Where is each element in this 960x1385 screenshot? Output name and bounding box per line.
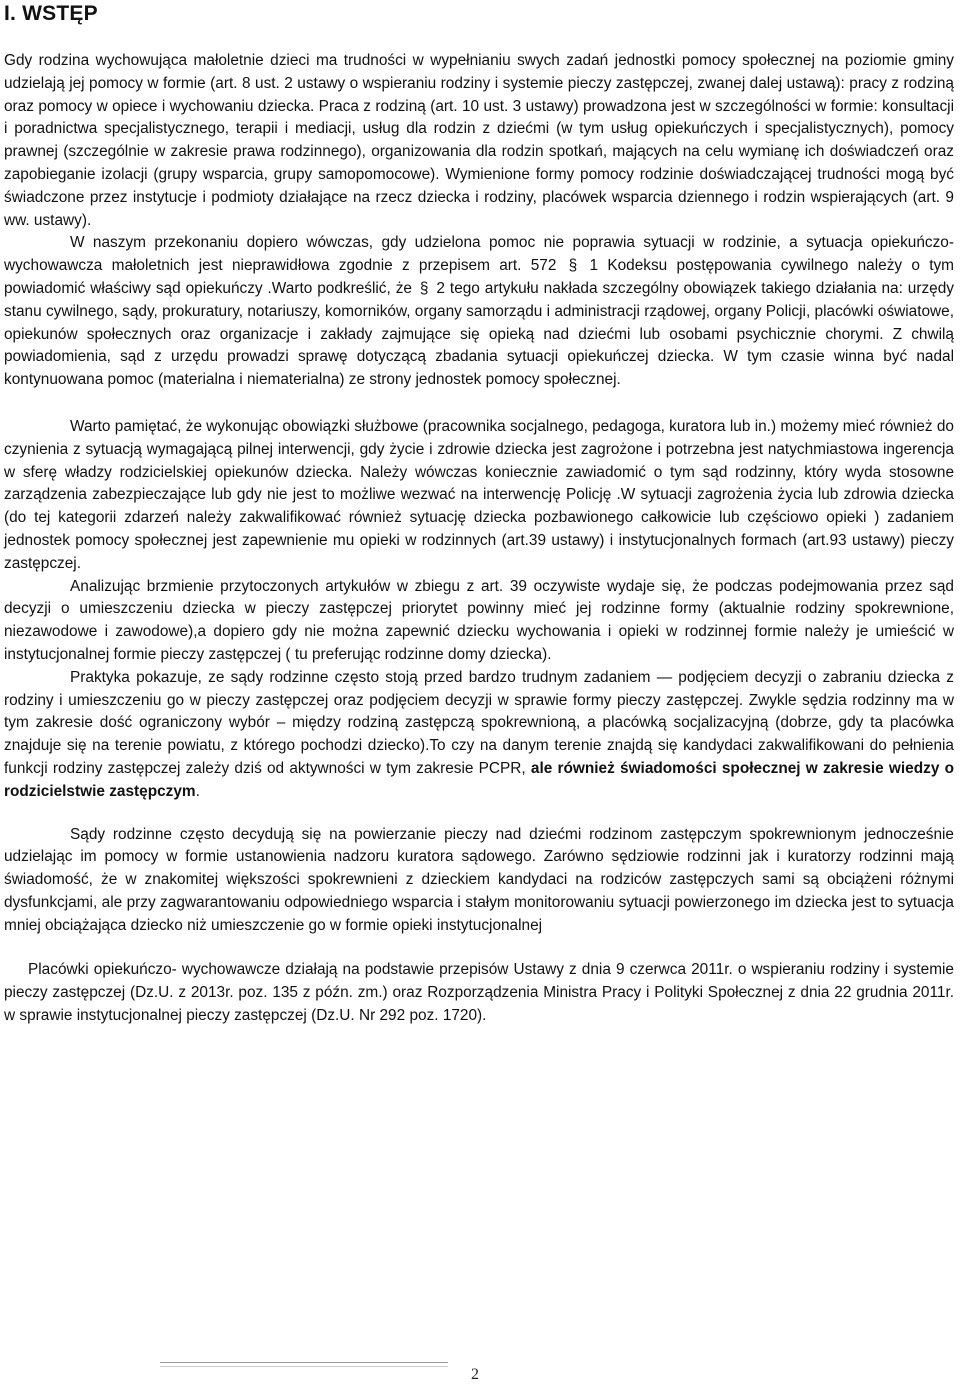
paragraph-court-notification [4, 232, 954, 392]
paragraph-legal-basis: Placówki opiekuńczo- wychowawcze działają na podstawie przepisów Ustawy z dnia 9 czerwca 2011r. o wspieraniu rodziny i systemie pieczy zastępczej (Dz.U. z 2013r. poz. 135 z późn. zm.) oraz Rozporządzenia Ministra Pracy i Polityki Społecznej z dnia 22 grudnia 2011r. w sprawie instytucjonalnej pieczy zastępczej (Dz.U. Nr 292 poz. 1720). [4, 961, 954, 1025]
section-heading: I. WSTĘP [4, 2, 98, 25]
paragraph-court-notification-part-a: W naszym przekonaniu dopiero wówczas, gdy udzielona pomoc nie poprawia sytuacji w rodzinie, a sytuacja opiekuńczo-wychowawcza małoletnich jest nieprawidłowa zgodnie z przepisem art. 572 [4, 234, 954, 275]
paragraph-family-support: Gdy rodzina wychowująca małoletnie dzieci ma trudności w wypełnianiu swych zadań jednostki pomocy społecznej na poziomie gminy udzielają jej pomocy w formie (art. 8 ust. 2 ustawy o wspieraniu rodziny i systemie pieczy zastępczej, zwanej dalej ustawą): pracy z rodziną oraz pomocy w opiece i wychowaniu dziecka. Praca z rodziną (art. 10 ust. 3 ustawy) prowadzona jest w szczególności w formie: konsultacji i poradnictwa specjalistycznego, terapii i mediacji, usług dla rodzin z dziećmi (w tym usług opiekuńczych i specjalistycznych), pomocy prawnej (szczególnie w zakresie prawa rodzinnego), organizowania dla rodzin spotkań, mających na celu wymianę ich doświadczeń oraz zapobieganie izolacji (grupy wsparcia, grupy samopomocowe). Wymienione formy pomocy rodzinie doświadczającej trudności mogą być świadczone przez instytucje i podmioty działające na rzecz dziecka i rodziny, placówek wsparcia dziennego i rodzin wspierających (art. 9 ww. ustawy). [4, 52, 954, 229]
paragraph-kinship-care: Sądy rodzinne często decydują się na powierzanie pieczy nad dziećmi rodzinom zastępczym spokrewnionym jednocześnie udzielając im pomocy w formie ustanowienia nadzoru kuratora sądowego. Zarówno sędziowie rodzinni jak i kuratorzy rodzinni mają świadomość, że w znakomitej większości spokrewnieni z dzieckiem kandydaci na rodziców zastępczych sami są obciążeni różnymi dysfunkcjami, ale przy zagwarantowaniu odpowiedniego wsparcia i stałym monitorowaniu sytuacji powierzonego im dziecka jest to sytuacja mniej obciążająca dziecko niż umieszczenie go w formie opieki instytucjonalnej [4, 825, 954, 934]
section-sign-2: § [419, 279, 429, 297]
paragraph-court-practice-text: Praktyka pokazuje, ze sądy rodzinne często stoją przed bardzo trudnym zadaniem — podjęciem decyzji o zabraniu dziecka z rodziny i umieszczeniu go w pieczy zastępczej oraz podjęciem decyzji w sprawie formy pieczy zastępczej. Zwykle sędzia rodzinny ma w tym zakresie dość ograniczony wybór – między rodziną zastępczą spokrewnioną, a placówką socjalizacyjną (dobrze, gdy ta placówka znajduje się na terenie powiatu, z którego pochodzi dziecko).To czy na danym terenie znajdą się kandydaci zakwalifikowani do pełnienia funkcji rodziny zastępczej zależy dziś od aktywności w tym zakresie PCPR, [4, 668, 954, 777]
paragraph-court-practice-end: . [195, 782, 200, 800]
paragraph-court-notification-part-c: 2 tego artykułu nakłada szczególny obowiązek takiego działania na: urzędy stanu cywilnego, sądy, prokuratury, notariuszy, komorników, organy samorządu i administracji rządowej, organy Policji, placówki oświatowe, opiekunów społecznych oraz organizacje i zakłady zajmujące się opieką nad dziećmi lub osobami psychicznie chorymi. Z chwilą powiadomienia, sąd z urzędu prowadzi sprawę dotyczącą zbadania sytuacji opiekuńczej dziecka. W tym czasie winna być nadal kontynuowana pomoc (materialna i niematerialna) ze strony jednostek pomocy społecznej. [4, 279, 954, 389]
paragraph-placement-priority: Analizując brzmienie przytoczonych artykułów w zbiegu z art. 39 oczywiste wydaje się, że podczas podejmowania przez sąd decyzji o umieszczeniu dziecka w pieczy zastępczej priorytet powinny mieć jej rodzinne formy (aktualnie rodziny spokrewnione, niezawodowe i zawodowe),a dopiero gdy nie można zapewnić dziecku wychowania i opieki w rodzinnej formie należy je umieścić w instytucjonalnej formie pieczy zastępczej ( tu preferując rodzinne domy dziecka). [4, 577, 954, 663]
paragraph-court-practice-bold: ale również świadomości społecznej w zakresie wiedzy o rodzicielstwie zastępczym [4, 759, 954, 800]
paragraph-urgent-intervention: Warto pamiętać, że wykonując obowiązki służbowe (pracownika socjalnego, pedagoga, kuratora lub in.) możemy mieć również do czynienia z sytuacją wymagającą pilnej interwencji, gdy życie i zdrowie dziecka jest zagrożone i potrzebna jest natychmiastowa ingerencja w sferę władzy rodzicielskiej opiekunów dziecka. Należy wówczas koniecznie zawiadomić o tym sąd rodzinny, który wyda stosowne zarządzenia zabezpieczające lub gdy nie jest to możliwe wezwać na interwencję Policję .W sytuacji zagrożenia życia lub zdrowia dziecka (do tej kategorii zdarzeń należy zakwalifikować również sytuację dziecka pozbawionego całkowicie lub częściowo opieki ) zadaniem jednostek pomocy społecznej jest zapewnienie mu opieki w rodzinnych (art.39 ustawy) i instytucjonalnych formach (art.93 ustawy) pieczy zastępczej. [4, 417, 954, 572]
paragraph-court-practice [4, 667, 954, 804]
section-sign-1: § [568, 257, 578, 275]
page-number: 2 [471, 1366, 479, 1383]
paragraph-court-notification-part-b: 1 Kodeksu postępowania cywilnego należy o tym powiadomić właściwy sąd opiekuńczy .Warto podkreślić, że [4, 257, 955, 297]
footer-divider [160, 1362, 448, 1367]
